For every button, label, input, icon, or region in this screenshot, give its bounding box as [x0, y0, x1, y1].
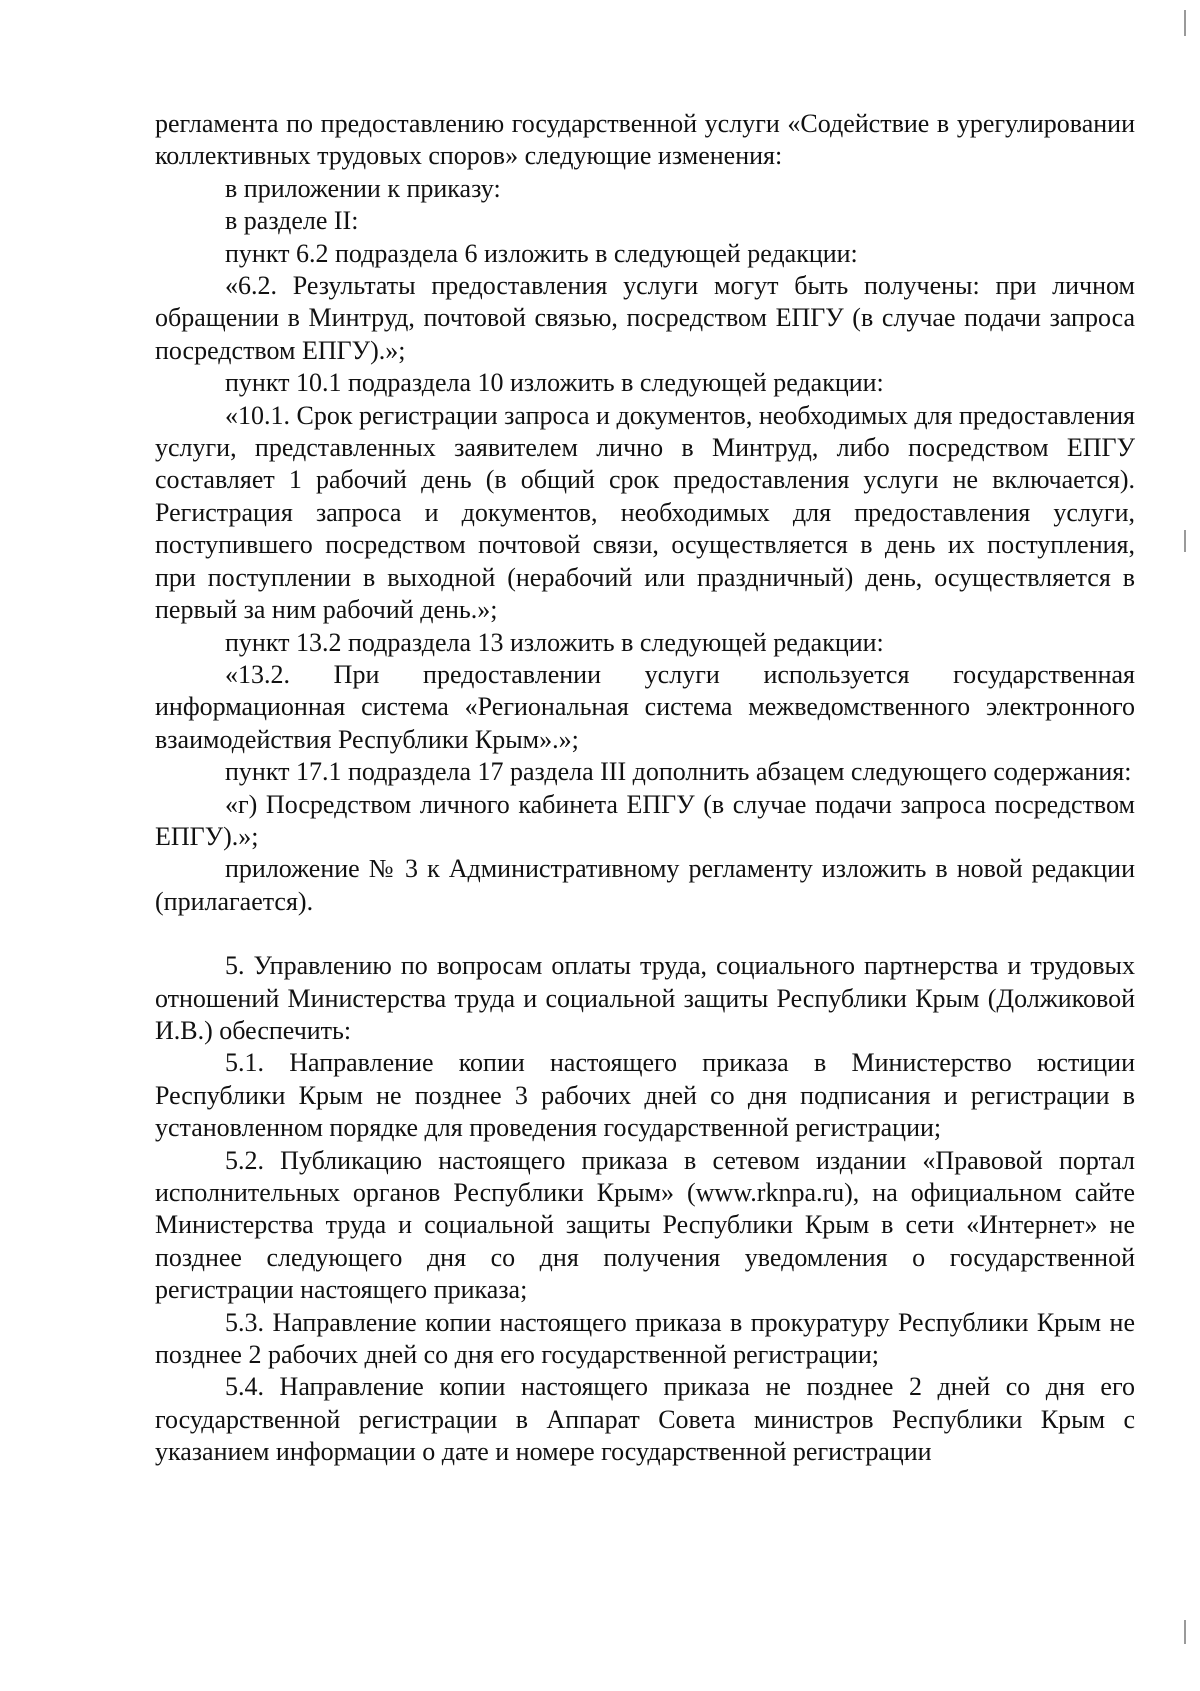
paragraph-item-6-2-intro: пункт 6.2 подраздела 6 изложить в следующей редакции: [225, 238, 858, 268]
scan-edge-mark [1184, 530, 1186, 552]
paragraph-item-17-1-text: «г) Посредством личного кабинета ЕПГУ (в случае подачи запроса посредством ЕПГУ).»; [155, 789, 1135, 851]
paragraph-item-13-2-text: «13.2. При предоставлении услуги используется государственная информационная система «Региональная система межведомственного электронного взаимодействия Республики Крым».»; [155, 659, 1135, 754]
paragraph-item-6-2-text: «6.2. Результаты предоставления услуги могут быть получены: при личном обращении в Минтруд, почтовой связью, посредством ЕПГУ (в случае подачи запроса посредством ЕПГУ).»; [155, 271, 1135, 365]
paragraph-item-5-3: 5.3. Направление копии настоящего приказа в прокуратуру Республики Крым не позднее 2 рабочих дней со дня его государственной регистрации; [155, 1307, 1135, 1370]
scan-edge-mark [1184, 1620, 1186, 1644]
paragraph-regulation-intro: регламента по предоставлению государственной услуги «Содействие в урегулировании коллективных трудовых споров» следующие изменения: [155, 109, 1135, 171]
paragraph-item-5: 5. Управлению по вопросам оплаты труда, социального партнерства и трудовых отношений Министерства труда и социальной защиты Республики Крым (Должиковой И.В.) обеспечить: [155, 951, 1135, 1045]
paragraph-section-ii: в разделе II: [225, 206, 359, 236]
scan-edge-mark [1184, 10, 1186, 36]
paragraph-item-10-1-intro: пункт 10.1 подраздела 10 изложить в следующей редакции: [225, 368, 884, 398]
document-body [155, 108, 1135, 1469]
paragraph-item-13-2-intro: пункт 13.2 подраздела 13 изложить в следующей редакции: [225, 627, 884, 657]
paragraph-item-5-1: 5.1. Направление копии настоящего приказа в Министерство юстиции Республики Крым не позднее 3 рабочих дней со дня подписания и регистрации в установленном порядке для проведения государственной регистрации; [155, 1048, 1135, 1143]
paragraph-item-10-1-text: «10.1. Срок регистрации запроса и документов, необходимых для предоставления услуги, представленных заявителем лично в Минтруд, либо посредством ЕПГУ составляет 1 рабочий день (в общий срок предоставления услуги не включается). Регистрация запроса и документов, необходимых для предоставления услуги, поступившего посредством почтовой связи, осуществляется в день их поступления, при поступлении в выходной (нерабочий или праздничный) день, осуществляется в первый за ним рабочий день.»; [155, 400, 1135, 625]
paragraph-item-5-2: 5.2. Публикацию настоящего приказа в сетевом издании «Правовой портал исполнительных органов Республики Крым» (www.rknpa.ru), на официальном сайте Министерства труда и социальной защиты Республики Крым в сети «Интернет» не позднее следующего дня со дня получения уведомления о государственной регистрации настоящего приказа; [155, 1145, 1135, 1305]
paragraph-annex: в приложении к приказу: [225, 173, 501, 203]
paragraph-annex-3: приложение № 3 к Административному регламенту изложить в новой редакции (прилагается). [155, 854, 1135, 916]
paragraph-item-17-1-intro: пункт 17.1 подраздела 17 раздела III дополнить абзацем следующего содержания: [225, 757, 1132, 787]
paragraph-item-5-4: 5.4. Направление копии настоящего приказа не позднее 2 дней со дня его государственной регистрации в Аппарат Совета министров Республики Крым с указанием информации о дате и номере государственной регистрации [155, 1372, 1135, 1467]
